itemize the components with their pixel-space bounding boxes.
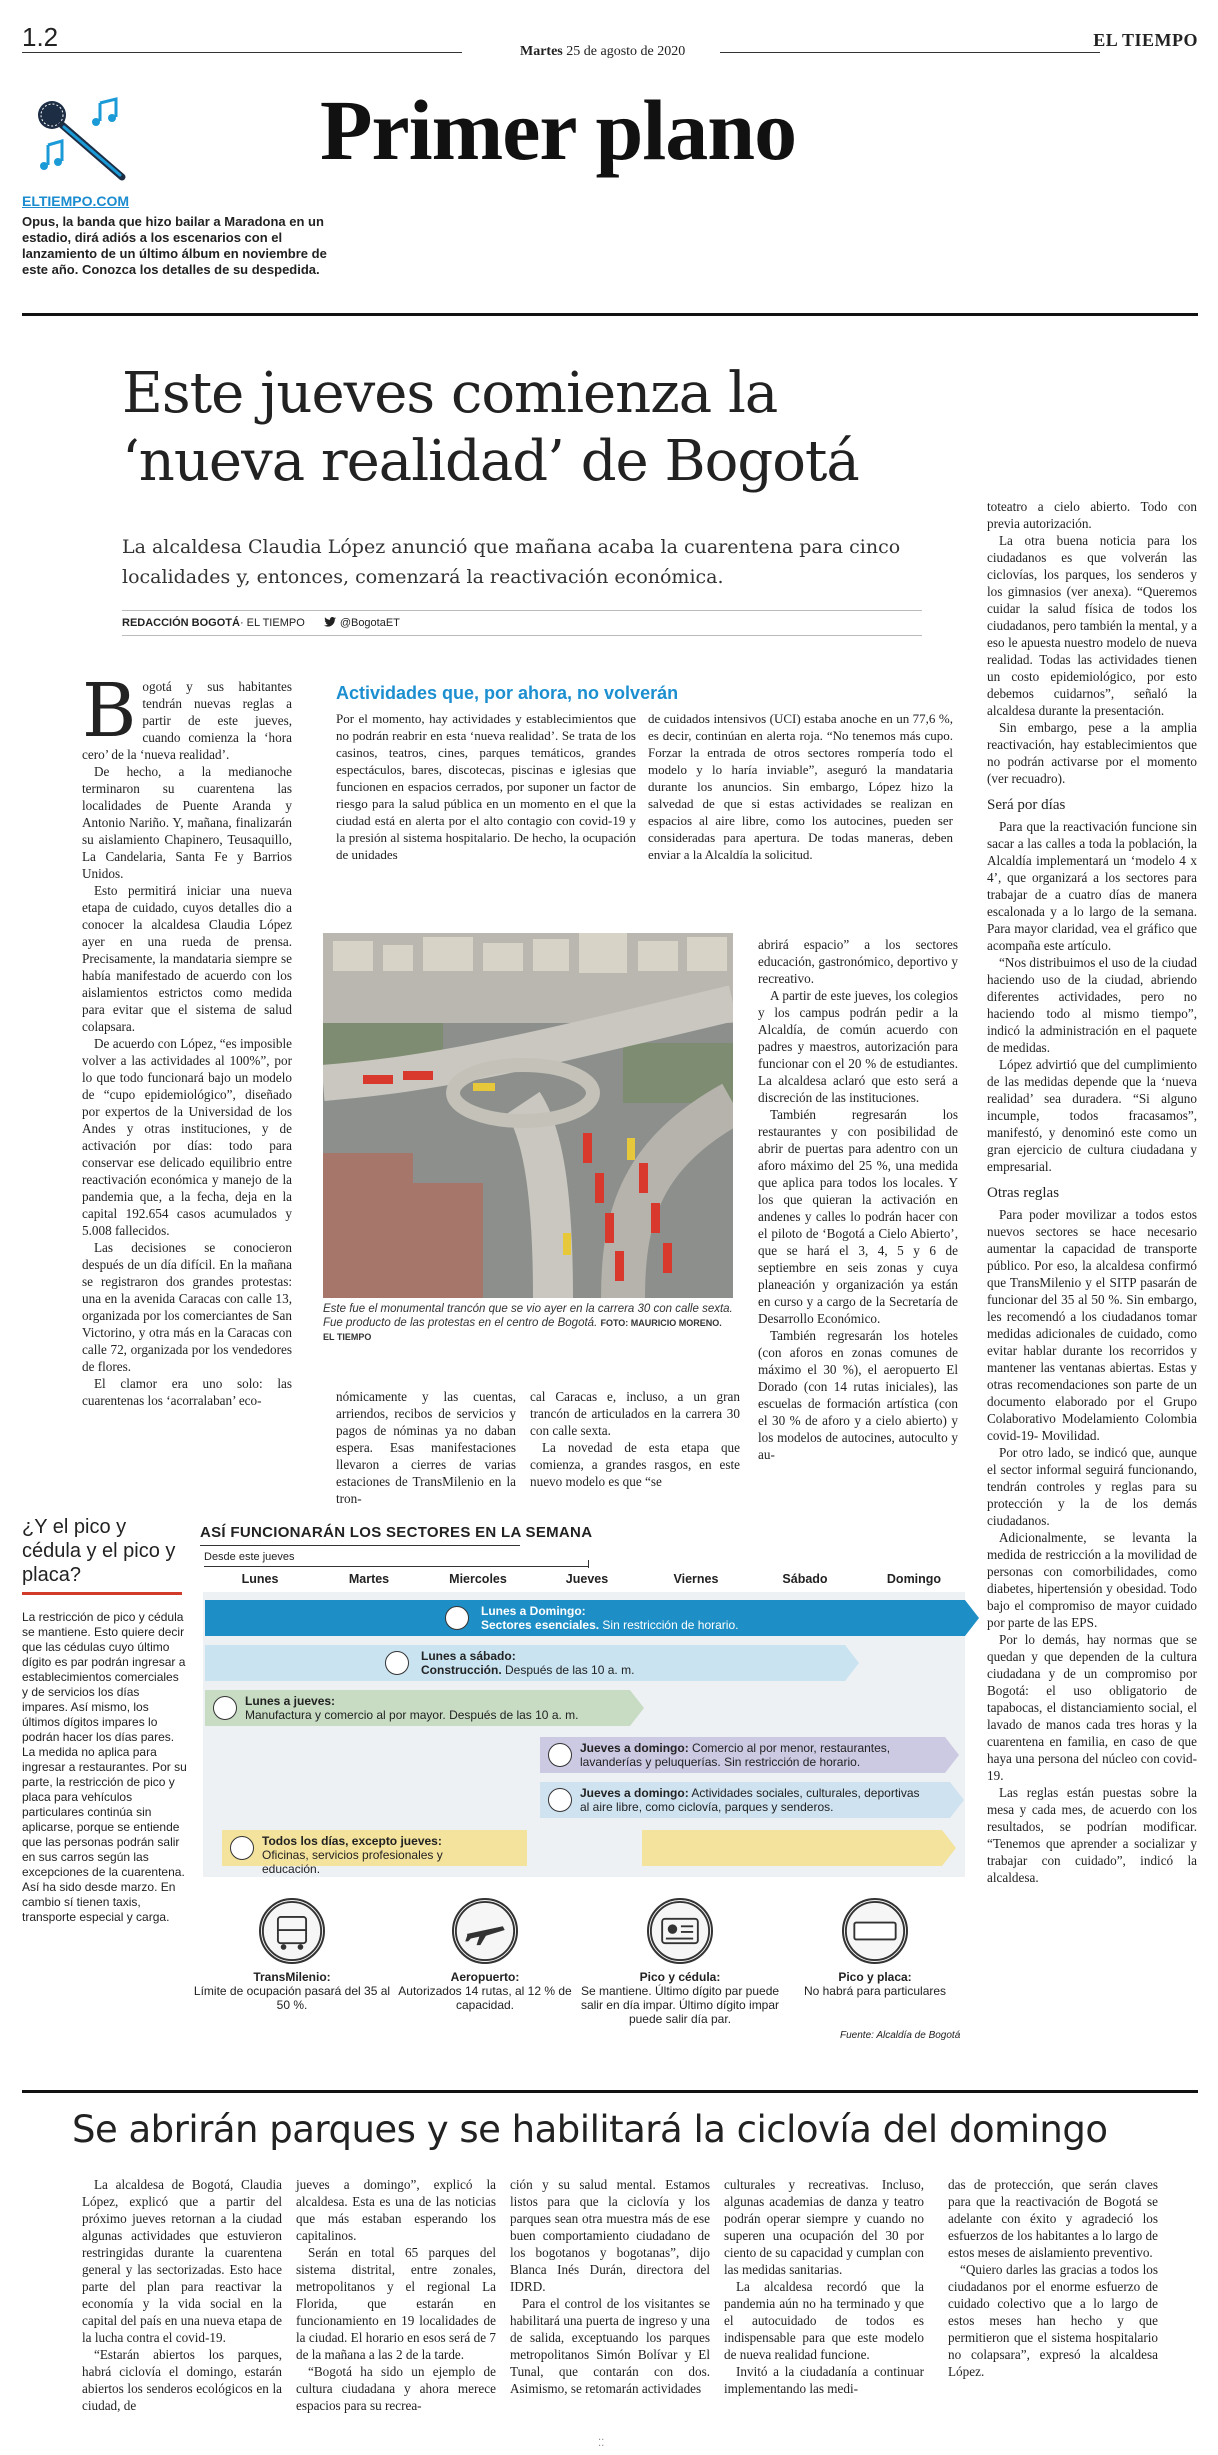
day-label: Domingo xyxy=(886,1572,942,1586)
paragraph: abrirá espacio” a los sectores educación, gastronómico, deportivo y recreativo. xyxy=(758,937,958,986)
bicycle-icon xyxy=(548,1788,572,1812)
stat-text: Se mantiene. Último dígito par puede salir en día impar. Último dígito impar puede salir día par. xyxy=(580,1984,780,2026)
article-column-3 xyxy=(758,936,958,1463)
stat-transmilenio xyxy=(192,1898,392,2012)
sidebar-text: La restricción de pico y cédula se mantiene. Esto quiere decir que las cédulas cuyo último dígito es par podrán ingresar a establecimientos comerciales y de servicios los días impares. Así mismo, los últimos dígitos impares lo podrán hacer los días pares. La medida no aplica para ingresar a restaurantes. Por su parte, la restricción de pico y placa para vehículos particulares continúa sin aplicarse, porque se entiende que las personas podrán salir en sus carros según las excepciones de la cuarentena. Así ha sido desde marzo. En cambio sí tienen taxis, transporte especial y carga. xyxy=(22,1610,187,1924)
paragraph: Las reglas están puestas sobre la mesa y cada mes, de acuerdo con los resultados, se podrían modificar. “Tenemos que aprender a socializar y trabajar con cuidado”, indicó la alcaldesa. xyxy=(987,1785,1197,1885)
paragraph: toteatro a cielo abierto. Todo con previa autorización. xyxy=(987,499,1197,531)
paragraph: “Quiero darles las gracias a todos los ciudadanos por el enorme esfuerzo de cuidado colectivo que a lo largo de estos meses han hecho y que permitieron que el sistema hospitalario no colapsara”, expresó la alcaldesa López. xyxy=(948,2262,1158,2379)
infographic-title: ASÍ FUNCIONARÁN LOS SECTORES EN LA SEMANA xyxy=(200,1524,593,1541)
story2-column-5 xyxy=(948,2176,1158,2380)
day-label: Viernes xyxy=(673,1572,719,1586)
office-icon xyxy=(230,1836,254,1860)
brand-logo[interactable]: EL TIEMPO xyxy=(1093,30,1198,50)
drop-cap: B xyxy=(82,668,137,754)
article-column-2c xyxy=(530,1388,740,1490)
section-subhead: Será por días xyxy=(987,797,1066,813)
bar-label: Jueves a domingo: Comercio al por menor, restaurantes, lavanderías y peluquerías. Sin restricción de horario. xyxy=(580,1741,891,1769)
page-fold-marker: ⁚⁚ xyxy=(598,2438,605,2449)
byline-outlet: · EL TIEMPO xyxy=(239,617,305,629)
stat-text: No habrá para particulares xyxy=(803,1984,947,1998)
karaoke-microphone-icon xyxy=(30,95,140,190)
story2-column-1 xyxy=(82,2176,282,2414)
bar-label: Todos los días, excepto jueves: Oficinas, servicios profesionales y educación. xyxy=(262,1834,443,1876)
paragraph: A partir de este jueves, los colegios y los campus podrán pedir a la Alcaldía, de común acuerdo con padres y maestros, autorización para funcionar con el 20 % de estudiantes. La alcaldesa aclaró que esto será a discreción de las instituciones. xyxy=(758,988,958,1105)
day-label: Miercoles xyxy=(449,1572,507,1586)
paragraph: culturales y recreativas. Incluso, algunas academias de danza y teatro podrán operar siempre y cuando no superen una ocupación del 30 por ciento de su capacidad y cumplan con las medidas sanitarias. xyxy=(724,2177,924,2277)
section-divider xyxy=(22,2090,1198,2093)
bar-label: Lunes a sábado: Construcción. Después de las 10 a. m. xyxy=(421,1649,635,1677)
twitter-handle[interactable]: @BogotaET xyxy=(339,617,400,629)
paragraph: La novedad de esta etapa que comienza, a grandes rasgos, en este nuevo modelo es que “se xyxy=(530,1440,740,1489)
schedule-bar-offices xyxy=(222,1830,527,1876)
id-card-icon xyxy=(647,1898,713,1964)
paragraph: Por lo demás, hay normas que se quedan y que dependen de la cultura ciudadana y de un compromiso por Bogotá: el uso obligatorio de tapabocas, el distanciamiento social, el lavado de manos cada tres horas y la cuarentena en familia, en caso de que haya una persona del núcleo con covid-19. xyxy=(987,1632,1197,1783)
paragraph: nómicamente y las cuentas, arriendos, recibos de servicios y pagos de nóminas ya no daban espera. Esas manifestaciones llevaron a cierres de varias estaciones de TransMilenio en la tron- xyxy=(336,1389,516,1506)
main-headline xyxy=(122,360,1022,496)
paragraph: ogotá y sus habitantes tendrán nuevas reglas a partir de este jueves, cuando comienza la ‘hora cero’ de la ‘nueva realidad’. xyxy=(82,679,292,762)
paragraph: Invitó a la ciudadanía a continuar implementando las medi- xyxy=(724,2364,924,2396)
stat-title: TransMilenio: xyxy=(253,1970,331,1984)
date-line xyxy=(520,44,685,60)
paragraph: La alcaldesa recordó que la pandemia aún no ha terminado y que el autocuidado de todos es indispensable para que este modelo de nueva realidad funcione. xyxy=(724,2279,924,2362)
paragraph: La otra buena noticia para los ciudadanos es que volverán las ciclovías, los parques, los senderos y los gimnasios (ver anexa). “Queremos cuidar la salud física de todos los ciudadanos, pero también la mental, y a eso le apuesta nuestro modelo de nueva realidad. Todas las actividades tienen un costo epidemiológico, por esto debemos cuidarnos”, señaló la alcaldesa durante la presentación. xyxy=(987,533,1197,718)
story2-column-3 xyxy=(510,2176,710,2397)
day-label: Sábado xyxy=(782,1572,828,1586)
byline-bar xyxy=(122,610,922,636)
paragraph: Para poder movilizar a todos estos nuevos sectores se hace necesario aumentar la capacidad de transporte público. Por eso, la alcaldesa confirmó que TransMilenio y el SITP pasarán de funcionar del 35 al 50 %. Sin embargo, les recomendó a los ciudadanos tomar medidas adicionales de cuidado, como evitar hablar durante los recorridos y mantener las ventanas abiertas. Estas y otras recomendaciones son parte de un documento elaborado por el Grupo Colaborativo Modelamiento Colombia covid-19- Movilidad. xyxy=(987,1207,1197,1443)
paragraph: López advirtió que del cumplimiento de las medidas depende que la ‘nueva realidad’ sea duradera. “Si alguno incumple, todos fracasamos”, manifestó, y denominó este como un gran ejercicio de cultura ciudadana y empresarial. xyxy=(987,1057,1197,1174)
paragraph: También regresarán los restaurantes y con posibilidad de abrir de puertas para adentro con un aforo máximo del 25 %, una medida que aplica para todos los locales. Y los que quieran la activación en andenes y calles lo podrán hacer con el piloto de ‘Bogotá a Cielo Abierto’, que se hará el 3, 4, 5 y 6 de septiembre en seis zonas y cuya planeación y organización ya están en curso y a cargo de la Secretaría de Desarrollo Económico. xyxy=(758,1107,958,1326)
construction-icon xyxy=(385,1651,409,1675)
source-note: Fuente: Alcaldía de Bogotá xyxy=(840,2030,961,2041)
section-title: Primer plano xyxy=(320,82,797,178)
box-column-2 xyxy=(648,710,953,863)
headline-line-1: Este jueves comienza la xyxy=(122,361,778,426)
date-day: Martes xyxy=(520,44,563,59)
stat-title: Pico y placa: xyxy=(838,1970,912,1984)
secondary-headline: Se abrirán parques y se habilitará la ciclovía del domingo xyxy=(72,2108,1108,2151)
license-plate-icon xyxy=(842,1898,908,1964)
paragraph: También regresarán los hoteles (con aforos en zonas comunes de máximo el 30 %), el aeropuerto El Dorado (con 14 rutas iniciales), las escuelas de formación artística (con el 30 % de aforo y a cielo abierto) y los modelos de autocines, autoculto y au- xyxy=(758,1328,958,1462)
paragraph: De acuerdo con López, “es imposible volver a las actividades al 100%”, por lo que todo funcionará bajo un modelo de “cupo epidemiológico”, diseñado por expertos de la Universidad de los Andes y otras instituciones, y de activación por días: todo para conservar ese delicado equilibrio entre reactivación económica y manejo de la pandemia que, a la fecha, deja en la capital 192.654 casos acumulados y 5.008 fallecidos. xyxy=(82,1036,292,1238)
paragraph: “Bogotá ha sido un ejemplo de cultura ciudadana y ahora merece espacios para su recrea- xyxy=(296,2364,496,2413)
sidebar-rule xyxy=(22,1592,182,1595)
bus-icon xyxy=(259,1898,325,1964)
paragraph: De hecho, a la medianoche terminaron su cuarentena las localidades de Puente Aranda y Antonio Nariño. Y, mañana, finalizarán su aislamiento Chapinero, Teusaquillo, La Candelaria, Santa Fe y Barrios Unidos. xyxy=(82,764,292,881)
box-column-1 xyxy=(336,710,636,863)
paragraph: Serán en total 65 parques del sistema distrital, entre zonales, metropolitanos y el regional La Florida, que estarán en funcionamiento en 19 localidades de la ciudad. El horario en esos será de 7 de la mañana a las 2 de la tarde. xyxy=(296,2245,496,2362)
paragraph: Las decisiones se conocieron después de un día difícil. En la mañana se registraron dos grandes protestas: una en la avenida Caracas con calle 13, organizada por los comerciantes de San Victorino, y otra más en la Caracas con calle 72, organizada por los vendedores de flores. xyxy=(82,1240,292,1374)
paragraph: Sin embargo, pese a la amplia reactivación, hay establecimientos que no podrán activarse por el momento (ver recuadro). xyxy=(987,720,1197,786)
stat-text: Límite de ocupación pasará del 35 al 50 %. xyxy=(193,1984,391,2012)
paragraph: Para el control de los visitantes se habilitará una puerta de ingreso y una de salida, exceptuando los parques metropolitanos Simón Bolívar y El Tunal, que contarán con dos. Asimismo, se retomarán actividades xyxy=(510,2296,710,2396)
infographic-title-rule xyxy=(200,1545,520,1546)
paragraph: de cuidados intensivos (UCI) estaba anoche en un 77,6 %, es decir, continúan en alerta roja. “No tenemos más cupo. Forzar la entrada de otros sectores rompería todo el modelo y lo haría inviable”, aseguró la mandataria durante los anuncios. Sin embargo, López hizo la salvedad de que si estas actividades se realizan en espacios al aire libre, como los autocines, pueden ser consideradas para apertura. De todas maneras, deben enviar a la Alcaldía la solicitud. xyxy=(648,711,953,862)
schedule-bar-offices-2 xyxy=(642,1830,942,1866)
site-link[interactable]: ELTIEMPO.COM xyxy=(22,193,130,209)
article-column-4 xyxy=(987,498,1197,1886)
paragraph: El clamor era uno solo: las cuarentenas los ‘acorralaban’ eco- xyxy=(82,1376,292,1408)
stat-pico-placa xyxy=(775,1898,975,1998)
article-column-1 xyxy=(82,668,292,1409)
traffic-jam-photo xyxy=(323,933,733,1298)
stat-airport xyxy=(385,1898,585,2012)
bar-label: Jueves a domingo: Actividades sociales, culturales, deportivas al aire libre, como ciclovía, parques y senderos. xyxy=(580,1786,920,1814)
paragraph: “Nos distribuimos el uso de la ciudad haciendo uso de la ciudad, abriendo diferentes actividades, pero no haciendo todo al mismo tiempo”, indicó la administración en el paquete de medidas. xyxy=(987,955,1197,1055)
page-number: 1.2 xyxy=(22,22,59,52)
shop-icon xyxy=(548,1743,572,1767)
byline: REDACCIÓN BOGOTÁ xyxy=(122,617,240,629)
paragraph: Por otro lado, se indicó que, aunque el sector informal seguirá funcionando, tendrán controles y reglas para su protección y la de los demás ciudadanos. xyxy=(987,1445,1197,1528)
schedule-bar-recreation xyxy=(540,1782,950,1818)
paragraph: Esto permitirá iniciar una nueva etapa de cuidado, cuyos detalles dio a conocer la alcaldesa Claudia López ayer en una rueda de prensa. Precisamente, la mandataria siempre se había manifestado de acuerdo con los aislamientos estrictos como medida para evitar que el sistema de salud colapsara. xyxy=(82,883,292,1034)
photo-caption xyxy=(323,1302,733,1344)
caption-text: Este fue el monumental trancón que se vio ayer en la carrera 30 con calle sexta. Fue producto de las protestas en el centro de Bogotá. xyxy=(323,1303,733,1329)
subheadline: La alcaldesa Claudia López anunció que mañana acaba la cuarentena para cinco localidades y, entonces, comenzará la reactivación económica. xyxy=(122,536,901,588)
day-label: Martes xyxy=(348,1572,390,1586)
airplane-icon xyxy=(452,1898,518,1964)
section-subhead: Otras reglas xyxy=(987,1185,1060,1201)
day-label: Lunes xyxy=(241,1572,279,1586)
stat-title: Pico y cédula: xyxy=(639,1970,721,1984)
paragraph: La alcaldesa de Bogotá, Claudia López, explicó que a partir del próximo jueves retornan a la ciudad algunas actividades que estuvieron restringidas durante la cuarentena general y las sectorizadas. Esto hace parte del plan para reactivar la economía y la vida social en la capital del país en una nueva etapa de la lucha contra el covid-19. xyxy=(82,2177,282,2345)
photo-credit: FOTO: MAURICIO MORENO. EL TIEMPO xyxy=(323,1318,722,1342)
story2-column-2 xyxy=(296,2176,496,2414)
schedule-bar-construction xyxy=(205,1645,845,1681)
schedule-bar-essential xyxy=(205,1600,965,1636)
since-label: Desde este jueves xyxy=(204,1551,295,1563)
paragraph: Adicionalmente, se levanta la medida de restricción a la movilidad de personas con comorbilidades, como diabetes, hipertensión y obesidad. Todo bajo el compromiso de mayor cuidado por parte de las EPS. xyxy=(987,1530,1197,1630)
schedule-bar-retail xyxy=(540,1737,945,1773)
stat-title: Aeropuerto: xyxy=(450,1970,520,1984)
story2-column-4 xyxy=(724,2176,924,2397)
article-column-2b xyxy=(336,1388,516,1507)
headline-line-2: ‘nueva realidad’ de Bogotá xyxy=(122,429,859,494)
stat-text: Autorizados 14 rutas, al 12 % de capacidad. xyxy=(398,1984,572,2012)
paragraph: Por el momento, hay actividades y establecimientos que no podrán reabrir en esta ‘nueva realidad’. Se trata de los casinos, teatros, cines, parques temáticos, grandes espectáculos, bares, discotecas, piscinas e iglesias que funcionen en espacios cerrados, por suponer un factor de riesgo para la salud pública en un momento en el que la ciudad está en alerta por el alto contagio con covid-19 y la presión al sistema hospitalario. De hecho, la ocupación de unidades xyxy=(336,711,636,862)
paragraph: cal Caracas e, incluso, a un gran trancón de articulados en la carrera 30 con calle sexta. xyxy=(530,1389,740,1438)
stat-pico-cedula xyxy=(580,1898,780,2026)
paragraph: “Estarán abiertos los parques, habrá ciclovía el domingo, estarán abiertos los senderos ecológicos en la ciudad, de xyxy=(82,2347,282,2413)
truck-icon xyxy=(445,1606,469,1630)
bar-label: Lunes a jueves: Manufactura y comercio al por mayor. Después de las 10 a. m. xyxy=(245,1694,579,1722)
factory-icon xyxy=(213,1696,237,1720)
bar-label: Lunes a Domingo: Sectores esenciales. Sin restricción de horario. xyxy=(481,1604,739,1632)
paragraph: ción y su salud mental. Estamos listos para que la ciclovía y los parques sean otra muestra más de ese buen comportamiento ciudadano de los bogotanos y bogotanas”, dijo Blanca Inés Durán, directora del IDRD. xyxy=(510,2177,710,2294)
paragraph: jueves a domingo”, explicó la alcaldesa. Esta es una de las noticias que más estaban esperando los capitalinos. xyxy=(296,2177,496,2243)
paragraph: Para que la reactivación funcione sin sacar a las calles a toda la población, la Alcaldía implementará un ‘modelo 4 x 4’, que organizará a los sectores para trabajar de a cuatro días de manera escalonada y a lo largo de la semana. Para mayor claridad, vea el gráfico que acompaña este artículo. xyxy=(987,819,1197,953)
paragraph: das de protección, que serán claves para que la reactivación de Bogotá se adelante con éxito y agradeció los esfuerzos de los habitantes a lo largo de estos meses de aislamiento preventivo. xyxy=(948,2177,1158,2260)
box-title: Actividades que, por ahora, no volverán xyxy=(336,683,679,703)
twitter-icon xyxy=(324,617,336,627)
schedule-bar-manufacturing xyxy=(205,1690,630,1726)
date-text: 25 de agosto de 2020 xyxy=(566,44,686,59)
promo-text: Opus, la banda que hizo bailar a Maradona en un estadio, dirá adiós a los escenarios con el lanzamiento de un último álbum en noviembre de este año. Conozca los detalles de su despedida. xyxy=(22,214,327,277)
sidebar-title: ¿Y el pico y cédula y el pico y placa? xyxy=(22,1516,176,1586)
day-label: Jueves xyxy=(565,1572,609,1586)
